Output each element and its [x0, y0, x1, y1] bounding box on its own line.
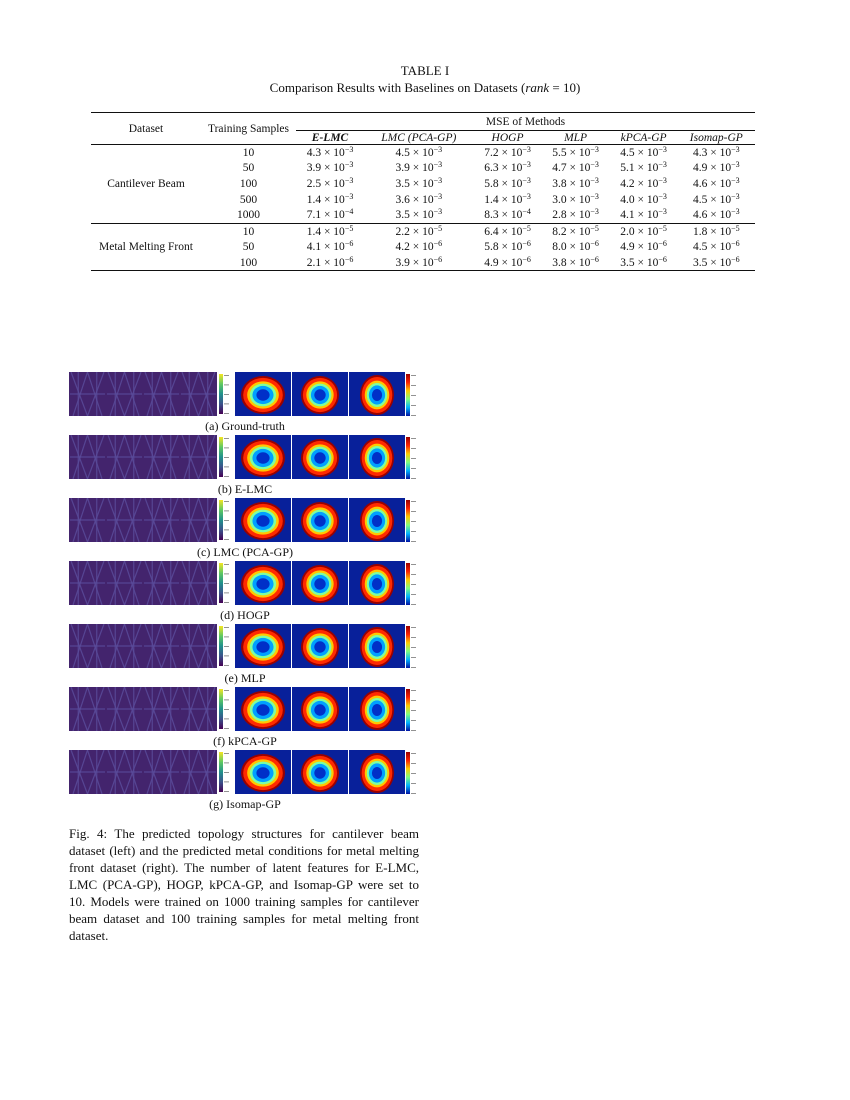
mse-exponent: −5 [731, 223, 740, 233]
training-samples-cell: 50 [242, 241, 255, 254]
metal-melting-prediction [292, 435, 348, 479]
training-samples-cell: 1000 [237, 209, 260, 222]
mse-exponent: −3 [433, 207, 443, 217]
mse-mantissa: 3.9 [306, 162, 322, 175]
mse-mantissa: 3.9 [395, 162, 410, 175]
melting-front-image [292, 372, 348, 416]
viridis-colorbar [219, 374, 223, 414]
mse-mantissa: 5.5 [552, 146, 567, 159]
mse-mantissa: 4.1 [306, 241, 322, 254]
mse-cell: $4.0 \times 10^{-3}$ [620, 191, 667, 206]
mse-mantissa: 4.3 [306, 146, 322, 159]
mse-exponent: −6 [433, 239, 443, 249]
mse-mantissa: 4.7 [552, 162, 567, 175]
metal-melting-prediction [292, 561, 348, 605]
metal-melting-prediction [349, 435, 405, 479]
mse-mantissa: 4.2 [620, 177, 635, 190]
mse-exponent: −6 [344, 239, 354, 249]
melting-front-image [349, 435, 405, 479]
metal-melting-prediction [235, 750, 291, 794]
melting-front-image [235, 498, 291, 542]
melting-front-image [349, 687, 405, 731]
cantilever-topology-image [69, 561, 217, 605]
mse-mantissa: 4.2 [395, 241, 410, 254]
mse-exponent: −3 [590, 191, 599, 201]
mse-cell: $8.3 \times 10^{-4}$ [484, 207, 531, 222]
mse-mantissa: 5.8 [484, 177, 499, 190]
mse-exponent: −3 [433, 144, 443, 154]
training-samples-cell: 100 [239, 256, 258, 269]
mse-cell: $2.0 \times 10^{-5}$ [620, 223, 667, 238]
mse-mantissa: 4.5 [395, 146, 410, 159]
mse-exponent: −4 [344, 207, 354, 217]
mse-cell: $5.8 \times 10^{-3}$ [484, 175, 531, 190]
mse-exponent: −3 [658, 160, 667, 170]
mse-mantissa: 4.6 [692, 177, 708, 190]
panel-label: (b) E-LMC [217, 482, 273, 496]
mse-mantissa: 3.0 [552, 193, 567, 206]
mse-exponent: −3 [731, 207, 740, 217]
mse-cell: $4.9 \times 10^{-6}$ [620, 239, 667, 254]
mse-cell: $3.5 \times 10^{-6}$ [692, 254, 740, 269]
cantilever-beam-prediction [69, 624, 217, 668]
mse-mantissa: 2.5 [306, 177, 322, 190]
mse-exponent: −3 [658, 207, 667, 217]
metal-melting-prediction [292, 624, 348, 668]
mse-exponent: −6 [658, 239, 667, 249]
figure-panel [69, 561, 421, 607]
training-samples-cell: 10 [242, 146, 255, 159]
figure-panel [69, 750, 421, 796]
mse-mantissa: 4.5 [620, 146, 635, 159]
cantilever-beam-prediction [69, 498, 217, 542]
mse-exponent: −3 [590, 207, 599, 217]
mse-exponent: −6 [433, 254, 443, 264]
mse-cell: $3.9 \times 10^{-3}$ [306, 160, 354, 175]
table-row [91, 223, 755, 239]
mse-cell: $3.8 \times 10^{-3}$ [552, 175, 599, 190]
mse-exponent: −5 [433, 223, 443, 233]
mse-cell: $4.3 \times 10^{-3}$ [306, 144, 354, 159]
mse-mantissa: 3.5 [395, 177, 410, 190]
mse-mantissa: 4.9 [692, 162, 708, 175]
mse-cell: $3.6 \times 10^{-3}$ [395, 191, 443, 206]
mse-exponent: −6 [522, 254, 531, 264]
figure-4 [69, 372, 421, 813]
mse-mantissa: 4.6 [692, 209, 708, 222]
mse-exponent: −6 [590, 254, 599, 264]
cantilever-beam-prediction [69, 435, 217, 479]
mse-exponent: −3 [522, 191, 531, 201]
mse-exponent: −6 [344, 254, 354, 264]
mse-cell: $3.8 \times 10^{-6}$ [552, 254, 599, 269]
mse-exponent: −4 [522, 207, 531, 217]
mse-cell: $3.5 \times 10^{-6}$ [620, 254, 667, 269]
colorbar-ticks [411, 437, 421, 479]
metal-melting-prediction [349, 372, 405, 416]
mse-mantissa: 4.9 [484, 256, 499, 269]
mse-exponent: −6 [658, 254, 667, 264]
header-method-0: E-LMC [311, 131, 349, 144]
colorbar-ticks [411, 500, 421, 542]
metal-melting-prediction [235, 498, 291, 542]
header-method-5: Isomap-GP [689, 131, 743, 144]
mse-mantissa: 3.5 [692, 256, 708, 269]
mse-mantissa: 1.4 [306, 193, 322, 206]
melting-front-image [349, 498, 405, 542]
header-mse: MSE of Methods [296, 113, 755, 131]
metal-melting-prediction [349, 750, 405, 794]
figure-panel [69, 435, 421, 481]
cantilever-topology-image [69, 435, 217, 479]
metal-melting-prediction [349, 561, 405, 605]
viridis-colorbar [219, 689, 223, 729]
colorbar-ticks [411, 563, 421, 605]
viridis-colorbar [219, 500, 223, 540]
mse-exponent: −3 [590, 144, 599, 154]
mse-mantissa: 8.0 [552, 241, 567, 254]
metal-melting-prediction [235, 372, 291, 416]
mse-mantissa: 1.4 [306, 225, 322, 238]
mse-cell: $4.3 \times 10^{-3}$ [692, 144, 740, 159]
mse-cell: $3.5 \times 10^{-3}$ [395, 207, 443, 222]
colorbar-ticks [411, 752, 421, 794]
mse-cell: $2.8 \times 10^{-3}$ [552, 207, 599, 222]
colorbar-ticks [224, 752, 234, 792]
mse-mantissa: 8.3 [484, 209, 499, 222]
mse-mantissa: 4.3 [692, 146, 708, 159]
melting-front-image [292, 687, 348, 731]
melting-front-image [349, 372, 405, 416]
colorbar-ticks [224, 563, 234, 603]
colorbar-ticks [224, 500, 234, 540]
cantilever-beam-prediction [69, 372, 217, 416]
metal-melting-prediction [349, 624, 405, 668]
panel-label: (d) HOGP [220, 608, 270, 622]
cantilever-topology-image [69, 498, 217, 542]
mse-mantissa: 3.8 [552, 256, 567, 269]
mse-mantissa: 6.4 [484, 225, 499, 238]
metal-melting-prediction [349, 687, 405, 731]
mse-exponent: −5 [658, 223, 667, 233]
melting-front-image [235, 372, 291, 416]
mse-cell: $4.2 \times 10^{-6}$ [395, 239, 443, 254]
metal-melting-prediction [292, 498, 348, 542]
mse-cell: $5.8 \times 10^{-6}$ [484, 239, 531, 254]
mse-exponent: −5 [590, 223, 599, 233]
mse-mantissa: 1.8 [692, 225, 708, 238]
mse-cell: $4.5 \times 10^{-3}$ [692, 191, 740, 206]
metal-melting-prediction [292, 687, 348, 731]
figure-panel [69, 687, 421, 733]
mse-cell: $5.1 \times 10^{-3}$ [620, 160, 667, 175]
mse-exponent: −3 [658, 144, 667, 154]
mse-exponent: −3 [731, 191, 740, 201]
table-caption: Comparison Results with Baselines on Datasets (rank = 10) [269, 80, 581, 95]
viridis-colorbar [219, 437, 223, 477]
colorbar-ticks [224, 626, 234, 666]
mse-mantissa: 3.9 [395, 256, 410, 269]
mse-cell: $4.9 \times 10^{-6}$ [484, 254, 531, 269]
header-training-samples: Training Samples [207, 122, 290, 135]
mse-cell: $1.4 \times 10^{-3}$ [306, 191, 354, 206]
mse-cell: $3.9 \times 10^{-6}$ [395, 254, 443, 269]
jet-colorbar [406, 752, 410, 794]
mse-exponent: −3 [344, 144, 354, 154]
cantilever-topology-image [69, 687, 217, 731]
mse-exponent: −3 [433, 191, 443, 201]
colorbar-ticks [411, 374, 421, 416]
melting-front-image [235, 561, 291, 605]
mse-mantissa: 4.9 [620, 241, 635, 254]
melting-front-image [349, 561, 405, 605]
mse-cell: $1.4 \times 10^{-5}$ [306, 223, 354, 238]
mse-cell: $5.5 \times 10^{-3}$ [552, 144, 599, 159]
melting-front-image [349, 624, 405, 668]
mse-cell: $4.6 \times 10^{-3}$ [692, 175, 740, 190]
melting-front-image [235, 624, 291, 668]
metal-melting-prediction [235, 687, 291, 731]
header-method-4: kPCA-GP [620, 131, 667, 144]
cantilever-beam-prediction [69, 750, 217, 794]
mse-cell: $6.4 \times 10^{-5}$ [484, 223, 531, 238]
mse-exponent: −3 [731, 175, 740, 185]
training-samples-cell: 100 [239, 177, 258, 190]
mse-mantissa: 7.2 [484, 146, 499, 159]
melting-front-image [235, 750, 291, 794]
header-method-3: MLP [564, 131, 588, 144]
colorbar-ticks [411, 689, 421, 731]
panel-label: (e) MLP [224, 671, 266, 685]
melting-front-image [292, 561, 348, 605]
mse-cell: $3.0 \times 10^{-3}$ [552, 191, 599, 206]
mse-cell: $4.5 \times 10^{-3}$ [620, 144, 667, 159]
mse-exponent: −6 [522, 239, 531, 249]
mse-exponent: −3 [658, 191, 667, 201]
mse-exponent: −3 [433, 175, 443, 185]
mse-mantissa: 5.1 [620, 162, 635, 175]
mse-cell: $8.0 \times 10^{-6}$ [552, 239, 599, 254]
mse-exponent: −3 [658, 175, 667, 185]
panel-label: (f) kPCA-GP [213, 734, 277, 748]
metal-melting-prediction [235, 624, 291, 668]
mse-mantissa: 6.3 [484, 162, 499, 175]
mse-exponent: −3 [590, 160, 599, 170]
figure-panel [69, 372, 421, 418]
training-samples-cell: 500 [239, 193, 258, 206]
cantilever-beam-prediction [69, 687, 217, 731]
training-samples-cell: 10 [242, 225, 255, 238]
header-method-1: LMC (PCA-GP) [381, 131, 457, 144]
mse-cell: $4.9 \times 10^{-3}$ [692, 160, 740, 175]
mse-exponent: −3 [590, 175, 599, 185]
viridis-colorbar [219, 752, 223, 792]
mse-cell: $6.3 \times 10^{-3}$ [484, 160, 531, 175]
mse-exponent: −5 [522, 223, 531, 233]
jet-colorbar [406, 689, 410, 731]
panel-label: (g) Isomap-GP [209, 797, 281, 811]
mse-cell: $7.1 \times 10^{-4}$ [306, 207, 354, 222]
mse-exponent: −6 [590, 239, 599, 249]
colorbar-ticks [411, 626, 421, 668]
metal-melting-prediction [349, 498, 405, 542]
table-label: TABLE I [400, 63, 450, 78]
mse-exponent: −3 [344, 175, 354, 185]
mse-cell: $3.9 \times 10^{-3}$ [395, 160, 443, 175]
mse-exponent: −3 [522, 175, 531, 185]
melting-front-image [349, 750, 405, 794]
mse-mantissa: 7.1 [306, 209, 322, 222]
mse-mantissa: 4.5 [692, 193, 708, 206]
mse-mantissa: 4.5 [692, 241, 708, 254]
mse-mantissa: 2.1 [306, 256, 322, 269]
mse-exponent: −3 [731, 144, 740, 154]
figure-panel [69, 498, 421, 544]
mse-cell: $4.7 \times 10^{-3}$ [552, 160, 599, 175]
jet-colorbar [406, 374, 410, 416]
mse-exponent: −3 [522, 160, 531, 170]
mse-cell: $3.5 \times 10^{-3}$ [395, 175, 443, 190]
jet-colorbar [406, 563, 410, 605]
table-body [91, 145, 755, 271]
jet-colorbar [406, 500, 410, 542]
figure-panel [69, 624, 421, 670]
mse-exponent: −5 [344, 223, 354, 233]
metal-melting-prediction [235, 435, 291, 479]
metal-melting-prediction [235, 561, 291, 605]
training-samples-cell: 50 [242, 162, 255, 175]
cantilever-topology-image [69, 750, 217, 794]
mse-exponent: −3 [344, 191, 354, 201]
mse-cell: $1.4 \times 10^{-3}$ [484, 191, 531, 206]
mse-exponent: −6 [731, 254, 740, 264]
cantilever-topology-image [69, 624, 217, 668]
mse-mantissa: 3.5 [395, 209, 410, 222]
mse-cell: $4.1 \times 10^{-6}$ [306, 239, 354, 254]
mse-mantissa: 2.0 [620, 225, 635, 238]
colorbar-ticks [224, 437, 234, 477]
mse-exponent: −3 [433, 160, 443, 170]
melting-front-image [235, 687, 291, 731]
mse-exponent: −6 [731, 239, 740, 249]
melting-front-image [292, 498, 348, 542]
metal-melting-prediction [292, 750, 348, 794]
figure-caption: Fig. 4: The predicted topology structures for cantilever beam dataset (left) and the predicted metal conditions for metal melting front dataset (right). The number of latent features for E-LMC, LMC (PCA-GP), HOGP, kPCA-GP, and Isomap-GP were set to 10. Models were trained on 1000 training samples for cantilever beam dataset and 100 training samples for metal melting front dataset. [69, 826, 419, 943]
mse-mantissa: 4.1 [620, 209, 635, 222]
mse-mantissa: 4.0 [620, 193, 635, 206]
metal-melting-prediction [292, 372, 348, 416]
dataset-name: Metal Melting Front [99, 241, 193, 254]
panel-label: (c) LMC (PCA-GP) [197, 545, 293, 559]
mse-exponent: −3 [731, 160, 740, 170]
mse-cell: $2.1 \times 10^{-6}$ [306, 254, 354, 269]
mse-mantissa: 2.2 [395, 225, 410, 238]
results-table [91, 112, 755, 271]
mse-exponent: −3 [344, 160, 354, 170]
colorbar-ticks [224, 689, 234, 729]
melting-front-image [292, 750, 348, 794]
mse-mantissa: 3.8 [552, 177, 567, 190]
mse-mantissa: 5.8 [484, 241, 499, 254]
mse-cell: $4.1 \times 10^{-3}$ [620, 207, 667, 222]
melting-front-image [235, 435, 291, 479]
cantilever-topology-image [69, 372, 217, 416]
mse-cell: $2.2 \times 10^{-5}$ [395, 223, 443, 238]
mse-mantissa: 3.6 [395, 193, 410, 206]
melting-front-image [292, 624, 348, 668]
mse-cell: $2.5 \times 10^{-3}$ [306, 175, 354, 190]
mse-cell: $1.8 \times 10^{-5}$ [692, 223, 740, 238]
mse-mantissa: 1.4 [484, 193, 499, 206]
mse-exponent: −3 [522, 144, 531, 154]
cantilever-beam-prediction [69, 561, 217, 605]
mse-mantissa: 3.5 [620, 256, 635, 269]
jet-colorbar [406, 626, 410, 668]
mse-cell: $4.2 \times 10^{-3}$ [620, 175, 667, 190]
mse-cell: $8.2 \times 10^{-5}$ [552, 223, 599, 238]
mse-cell: $7.2 \times 10^{-3}$ [484, 144, 531, 159]
table-title [0, 62, 850, 96]
viridis-colorbar [219, 563, 223, 603]
dataset-name: Cantilever Beam [107, 177, 185, 190]
mse-cell: $4.6 \times 10^{-3}$ [692, 207, 740, 222]
table-row [91, 145, 755, 161]
header-method-2: HOGP [491, 131, 524, 144]
viridis-colorbar [219, 626, 223, 666]
melting-front-image [292, 435, 348, 479]
panel-label: (a) Ground-truth [205, 419, 285, 433]
mse-mantissa: 2.8 [552, 209, 567, 222]
mse-mantissa: 8.2 [552, 225, 567, 238]
header-dataset: Dataset [128, 122, 164, 135]
mse-cell: $4.5 \times 10^{-6}$ [692, 239, 740, 254]
jet-colorbar [406, 437, 410, 479]
mse-cell: $4.5 \times 10^{-3}$ [395, 144, 443, 159]
colorbar-ticks [224, 374, 234, 414]
